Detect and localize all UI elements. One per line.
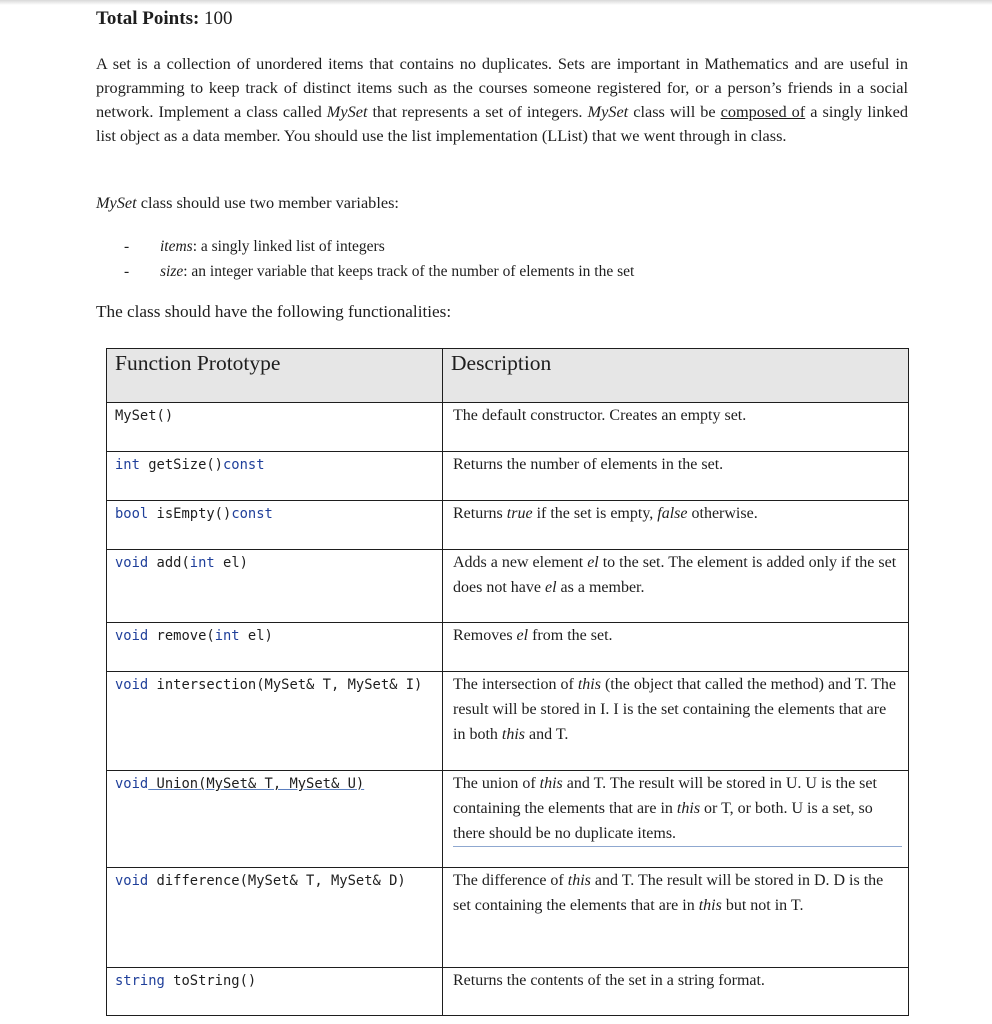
member-variables-intro [96, 193, 399, 213]
functionalities-intro: The class should have the following functionalities: [96, 302, 452, 321]
desc-italic: true [506, 505, 533, 522]
function-description: The default constructor. Creates an empty set. [443, 403, 909, 452]
function-prototype [107, 623, 443, 672]
desc-italic: el [544, 579, 557, 596]
fn-signature: getSize() [139, 457, 223, 473]
union-description-block [453, 771, 902, 847]
desc-text: (the object that called the method) and T. The result will be stored in I. I is the set containing the elements that are in both [453, 676, 896, 743]
desc-italic: this [676, 800, 701, 817]
function-prototype [107, 403, 443, 452]
functions-table [106, 348, 909, 1016]
title-label: Total Points: [96, 8, 200, 29]
fn-return-type: void [115, 628, 149, 644]
var-desc: : a singly linked list of integers [192, 238, 385, 255]
fn-return-type: void [115, 677, 149, 693]
fn-return-type: string [115, 973, 165, 989]
desc-text: Removes [453, 627, 517, 644]
desc-italic: this [698, 897, 722, 914]
fn-return-type: void [115, 873, 149, 889]
fn-signature: difference(MySet& T, MySet& D) [148, 873, 406, 889]
intro-composed-of: composed of [720, 102, 806, 121]
vars-intro-text: class should use two member variables: [136, 193, 399, 212]
function-description [443, 623, 909, 672]
fn-signature: toString() [164, 973, 257, 989]
function-description [443, 868, 909, 968]
desc-text: otherwise. [687, 505, 758, 522]
fn-const: const [223, 457, 265, 473]
function-description [443, 550, 909, 623]
var-name: items [160, 238, 193, 255]
desc-italic: false [657, 505, 688, 522]
desc-text: and T. The result will be stored in U. U is the set containing the elements that are in [453, 775, 877, 817]
desc-text: The union of [453, 775, 540, 792]
col-header-prototype: Function Prototype [107, 349, 443, 403]
fn-return-type: int [115, 457, 140, 473]
table-header-row [107, 349, 909, 403]
desc-text: The difference of [453, 872, 568, 889]
desc-text: Returns [453, 505, 507, 522]
desc-text: if the set is empty, [532, 505, 658, 522]
var-desc: : an integer variable that keeps track of the number of elements in the set [183, 263, 635, 280]
intro-text-3: class will be [628, 102, 721, 121]
desc-text: but not in T. [721, 897, 804, 914]
desc-italic: this [567, 872, 591, 889]
bullet-dash: - [124, 238, 130, 255]
desc-text: to the set. The element is added only if the set does not have [453, 554, 897, 596]
desc-italic: el [587, 554, 599, 571]
desc-italic: this [501, 726, 526, 743]
function-description [443, 771, 909, 868]
vars-class-name: MySet [96, 193, 137, 212]
fn-arg: el) [214, 555, 248, 571]
function-prototype [107, 968, 443, 1016]
member-variables-list [124, 234, 634, 284]
function-description: Returns the number of elements in the set. [443, 452, 909, 501]
bullet-dash: - [124, 263, 130, 280]
desc-text: as a member. [556, 579, 645, 596]
desc-text: and T. The result will be stored in D. D is the set containing the elements that are in [453, 872, 884, 914]
table-row [107, 623, 909, 672]
fn-signature: MySet() [115, 408, 174, 424]
fn-return-type: void [115, 776, 149, 792]
table-row [107, 403, 909, 452]
fn-arg-type: int [214, 628, 240, 644]
function-prototype [107, 550, 443, 623]
fn-signature: isEmpty() [148, 506, 232, 522]
table-row [107, 501, 909, 550]
fn-signature: remove( [148, 628, 215, 644]
page-title [96, 8, 233, 30]
function-prototype [107, 501, 443, 550]
intro-text-4: a singly linked list object as a data member. You should use the list implementation (LList) that we went through in class. [96, 102, 909, 145]
desc-text: from the set. [528, 627, 613, 644]
fn-return-type: bool [115, 506, 149, 522]
intro-class-name: MySet [326, 102, 368, 121]
table-row [107, 452, 909, 501]
fn-arg-type: int [189, 555, 215, 571]
function-description: Returns the contents of the set in a string format. [443, 968, 909, 1016]
desc-italic: this [539, 775, 563, 792]
function-description [443, 672, 909, 771]
function-prototype [107, 868, 443, 968]
col-header-description: Description [443, 349, 909, 403]
var-name: size [160, 263, 184, 280]
list-item [124, 234, 634, 259]
intro-text-1: A set is a collection of unordered items that contains no duplicates. Sets are important in Mathematics and are useful in programming to keep track of distinct items such as the courses someone registered for, or a person’s friends in a social network. Implement a class called [96, 54, 908, 121]
page-top-border [0, 0, 992, 5]
intro-class-name-2: MySet [587, 102, 629, 121]
table-row [107, 868, 909, 968]
fn-arg: el) [239, 628, 273, 644]
desc-text: and T. [525, 726, 569, 743]
fn-return-type: void [115, 555, 149, 571]
table-row [107, 672, 909, 771]
desc-italic: el [516, 627, 529, 644]
table-row [107, 550, 909, 623]
desc-text: Adds a new element [453, 554, 588, 571]
function-prototype [107, 672, 443, 771]
desc-text: or T, or both. U is a set, so there should be no duplicate items. [453, 800, 873, 842]
intro-text-2: that represents a set of integers. [367, 102, 588, 121]
table-row [107, 771, 909, 868]
function-description [443, 501, 909, 550]
function-prototype [107, 771, 443, 868]
desc-italic: this [577, 676, 601, 693]
function-prototype [107, 452, 443, 501]
table-row [107, 968, 909, 1016]
title-value: 100 [199, 8, 233, 29]
fn-signature: Union(MySet& T, MySet& U) [148, 776, 365, 792]
intro-paragraph [96, 52, 908, 148]
desc-text: The intersection of [453, 676, 578, 693]
fn-const: const [231, 506, 273, 522]
list-item [124, 259, 634, 284]
fn-signature: intersection(MySet& T, MySet& I) [148, 677, 423, 693]
fn-signature: add( [148, 555, 190, 571]
